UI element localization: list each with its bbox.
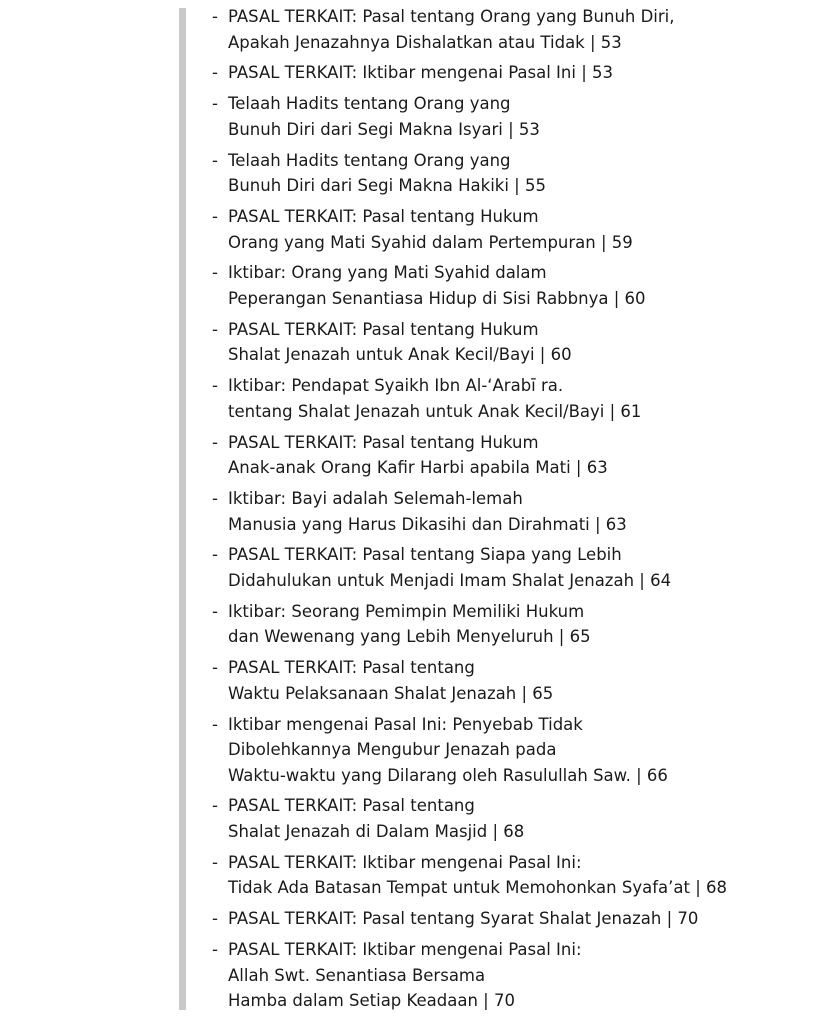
toc-entry-line: PASAL TERKAIT: Pasal tentang <box>228 796 475 816</box>
toc-entry-bullet: - <box>212 63 218 83</box>
toc-entry-line: Telaah Hadits tentang Orang yang <box>228 150 511 170</box>
toc-entry[interactable] <box>212 148 832 199</box>
toc-entry-text <box>228 937 832 1014</box>
toc-entry-line: Manusia yang Harus Dikasihi dan Dirahmati | 63 <box>228 514 627 534</box>
toc-entry[interactable] <box>212 430 832 481</box>
toc-entry-bullet: - <box>212 545 218 565</box>
toc-entry-line: PASAL TERKAIT: Pasal tentang Siapa yang Lebih <box>228 545 622 565</box>
toc-entry[interactable] <box>212 850 832 901</box>
toc-entry-line: PASAL TERKAIT: Pasal tentang Hukum <box>228 319 539 339</box>
toc-entry[interactable] <box>212 60 832 86</box>
toc-entry[interactable] <box>212 91 832 142</box>
toc-entry-line: Waktu Pelaksanaan Shalat Jenazah | 65 <box>228 683 554 703</box>
toc-vertical-rule <box>179 8 186 1010</box>
toc-entry-bullet: - <box>212 909 218 929</box>
toc-entry-line: Allah Swt. Senantiasa Bersama <box>228 965 486 985</box>
toc-entry-text <box>228 4 832 55</box>
toc-entry-line: Didahulukan untuk Menjadi Imam Shalat Jenazah | 64 <box>228 570 672 590</box>
toc-entry[interactable] <box>212 937 832 1014</box>
toc-entry[interactable] <box>212 793 832 844</box>
toc-entry[interactable] <box>212 204 832 255</box>
toc-entry-line: PASAL TERKAIT: Pasal tentang Syarat Shalat Jenazah | 70 <box>228 909 699 929</box>
toc-entry-line: Dibolehkannya Mengubur Jenazah pada <box>228 740 557 760</box>
toc-entry-line: Shalat Jenazah di Dalam Masjid | 68 <box>228 821 525 841</box>
toc-entry-bullet: - <box>212 94 218 114</box>
toc-entry-bullet: - <box>212 489 218 509</box>
toc-entry-bullet: - <box>212 714 218 734</box>
toc-entry-text <box>228 655 832 706</box>
toc-entry-text <box>228 317 832 368</box>
toc-entry-bullet: - <box>212 7 218 26</box>
toc-entry-line: PASAL TERKAIT: Iktibar mengenai Pasal Ini: <box>228 940 582 960</box>
toc-entry[interactable] <box>212 599 832 650</box>
toc-entry-line: Iktibar: Seorang Pemimpin Memiliki Hukum <box>228 601 585 621</box>
toc-entry-text <box>228 906 832 932</box>
toc-entry-line: Tidak Ada Batasan Tempat untuk Memohonkan Syafa’at | 68 <box>228 878 728 898</box>
toc-entry-text <box>228 599 832 650</box>
toc-entry-text <box>228 60 832 86</box>
toc-entry-line: PASAL TERKAIT: Iktibar mengenai Pasal Ini | 53 <box>228 63 614 83</box>
toc-entry-line: Iktibar: Orang yang Mati Syahid dalam <box>228 263 547 283</box>
toc-entry-bullet: - <box>212 432 218 452</box>
toc-entry[interactable] <box>212 906 832 932</box>
toc-entry[interactable] <box>212 542 832 593</box>
toc-entry-line: Hamba dalam Setiap Keadaan | 70 <box>228 991 515 1011</box>
toc-entry-text <box>228 373 832 424</box>
toc-entry-line: Iktibar: Pendapat Syaikh Ibn Al-‘Arabī ra. <box>228 376 564 396</box>
toc-entry-text <box>228 204 832 255</box>
toc-entry-line: PASAL TERKAIT: Pasal tentang <box>228 658 475 678</box>
toc-entry-bullet: - <box>212 852 218 872</box>
toc-entry-line: Telaah Hadits tentang Orang yang <box>228 94 511 114</box>
toc-entry-bullet: - <box>212 150 218 170</box>
toc-entry-text <box>228 260 832 311</box>
toc-entry-line: Iktibar mengenai Pasal Ini: Penyebab Tidak <box>228 714 583 734</box>
toc-entry-bullet: - <box>212 601 218 621</box>
toc-entry-line: Orang yang Mati Syahid dalam Pertempuran | 59 <box>228 232 633 252</box>
toc-entry-text <box>228 542 832 593</box>
toc-entry-text <box>228 793 832 844</box>
toc-entry-bullet: - <box>212 319 218 339</box>
toc-entry-line: Waktu-waktu yang Dilarang oleh Rasulullah Saw. | 66 <box>228 765 668 785</box>
toc-entry[interactable] <box>212 373 832 424</box>
toc-entry[interactable] <box>212 655 832 706</box>
toc-entry-bullet: - <box>212 796 218 816</box>
toc-entry-bullet: - <box>212 207 218 227</box>
toc-entry-line: PASAL TERKAIT: Pasal tentang Orang yang Bunuh Diri, <box>228 7 675 26</box>
toc-entry-line: Peperangan Senantiasa Hidup di Sisi Rabbnya | 60 <box>228 288 646 308</box>
toc-entry-line: PASAL TERKAIT: Iktibar mengenai Pasal Ini: <box>228 852 582 872</box>
toc-entry-bullet: - <box>212 263 218 283</box>
toc-entry-text <box>228 148 832 199</box>
toc-entry-text <box>228 712 832 789</box>
toc-entry-bullet: - <box>212 940 218 960</box>
toc-entry-text <box>228 486 832 537</box>
toc-entry[interactable] <box>212 486 832 537</box>
toc-entry[interactable] <box>212 317 832 368</box>
toc-entry-line: Bunuh Diri dari Segi Makna Isyari | 53 <box>228 119 540 139</box>
toc-entry-line: Bunuh Diri dari Segi Makna Hakiki | 55 <box>228 176 546 196</box>
toc-entry-text <box>228 430 832 481</box>
toc-entry-bullet: - <box>212 376 218 396</box>
toc-entry[interactable] <box>212 4 832 55</box>
toc-entry[interactable] <box>212 712 832 789</box>
toc-entry-bullet: - <box>212 658 218 678</box>
toc-entry-line: Iktibar: Bayi adalah Selemah-lemah <box>228 489 523 509</box>
toc-entry[interactable] <box>212 260 832 311</box>
toc-entry-text <box>228 850 832 901</box>
toc-entry-line: Anak-anak Orang Kafir Harbi apabila Mati | 63 <box>228 458 608 478</box>
toc-entry-line: tentang Shalat Jenazah untuk Anak Kecil/Bayi | 61 <box>228 401 642 421</box>
toc-entry-line: dan Wewenang yang Lebih Menyeluruh | 65 <box>228 627 591 647</box>
toc-entry-line: Shalat Jenazah untuk Anak Kecil/Bayi | 60 <box>228 345 572 365</box>
toc-list <box>212 4 832 1019</box>
toc-entry-line: Apakah Jenazahnya Dishalatkan atau Tidak | 53 <box>228 32 622 52</box>
toc-entry-line: PASAL TERKAIT: Pasal tentang Hukum <box>228 207 539 227</box>
toc-entry-line: PASAL TERKAIT: Pasal tentang Hukum <box>228 432 539 452</box>
toc-entry-text <box>228 91 832 142</box>
